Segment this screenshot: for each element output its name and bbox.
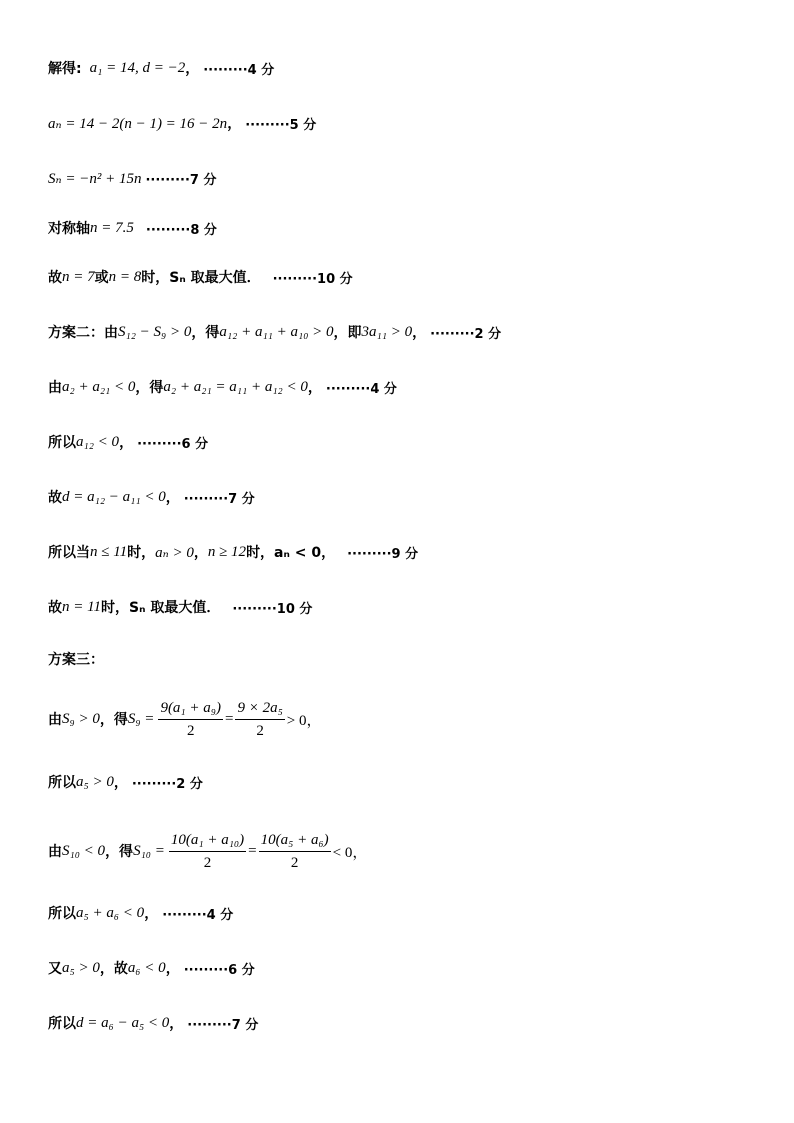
- line-mid: ，得: [99, 712, 128, 728]
- line-lead: 又: [48, 961, 62, 977]
- solution-line: [48, 428, 208, 456]
- line-tail: ，: [165, 961, 180, 977]
- math-expression: a₆ < 0: [127, 959, 166, 976]
- math-expression: n = 7.5: [90, 219, 134, 236]
- math-expression: n ≥ 12: [207, 543, 247, 560]
- line-tail: ，: [119, 435, 134, 451]
- line-tail: ，: [144, 906, 159, 922]
- math-expression: a₁ = 14, d = −2: [89, 59, 186, 76]
- score-points: ·········4 分: [203, 62, 275, 78]
- math-expression: a₁₂ + a₁₁ + a₁₀ > 0: [219, 323, 334, 340]
- section-heading: [48, 645, 104, 673]
- line-tail: 时，Sₙ 取最大值．: [141, 270, 261, 286]
- line-lead: 故: [48, 270, 62, 286]
- math-expression: n = 7: [62, 268, 95, 285]
- math-expression: S₁₀ =: [133, 842, 165, 859]
- fraction-denominator: 2: [290, 854, 299, 871]
- equals-sign: =: [248, 842, 257, 859]
- score-points: ·········2 分: [430, 326, 502, 342]
- solution-line: [48, 768, 203, 796]
- line-lead: 所以当: [48, 545, 90, 561]
- score-points: ·········6 分: [183, 962, 255, 978]
- line-lead: 由: [48, 712, 62, 728]
- line-tail: ，: [165, 490, 180, 506]
- line-lead: 所以: [48, 435, 76, 451]
- line-mid: ，得: [105, 844, 134, 860]
- line-tail: < 0，: [332, 844, 368, 861]
- line-mid: ，得: [135, 380, 164, 396]
- math-expression: d = a₁₂ − a₁₁ < 0: [62, 488, 166, 505]
- score-points: ·········10 分: [272, 271, 353, 287]
- math-expression: S₉ =: [127, 710, 155, 727]
- score-points: ·········4 分: [325, 381, 397, 397]
- math-expression: S₁₂ − S₉ > 0: [118, 323, 192, 340]
- math-expression: n ≤ 11: [90, 543, 128, 560]
- line-tail: > 0，: [286, 712, 322, 729]
- line-lead: 故: [48, 600, 62, 616]
- score-points: ·········9 分: [347, 546, 419, 562]
- fraction: [235, 699, 284, 740]
- fraction-line: [48, 694, 322, 744]
- line-tail: ，: [185, 61, 200, 77]
- score-points: ·········7 分: [145, 172, 217, 188]
- score-points: ·········10 分: [232, 601, 313, 617]
- line-tail: ，: [113, 775, 128, 791]
- math-expression: a₅ > 0: [62, 959, 100, 976]
- math-expression: n = 11: [62, 598, 102, 615]
- math-expression: a₂ + a₂₁ = a₁₁ + a₁₂ < 0: [163, 378, 308, 395]
- math-expression: aₙ > 0: [155, 544, 194, 561]
- line-lead: 故: [48, 490, 62, 506]
- solution-line: [48, 899, 233, 927]
- solution-line: [48, 164, 216, 192]
- fraction: [158, 699, 223, 740]
- fraction: [169, 831, 246, 872]
- fraction-denominator: 2: [203, 854, 212, 871]
- line-lead: 所以: [48, 775, 76, 791]
- solution-line: [48, 593, 312, 621]
- solution-line: [48, 1009, 258, 1037]
- math-expression: a₅ + a₆ < 0: [76, 904, 145, 921]
- line-lead: 解得:: [48, 61, 82, 77]
- fraction-line: [48, 826, 367, 876]
- line-mid: 时，: [127, 545, 156, 561]
- solution-line: [48, 538, 418, 566]
- score-points: ·········6 分: [137, 436, 209, 452]
- score-points: ·········2 分: [131, 776, 203, 792]
- line-lead: 由: [48, 844, 62, 860]
- solution-line: [48, 263, 353, 291]
- solution-line: [48, 214, 217, 242]
- math-expression: a₁₂ < 0: [76, 433, 120, 450]
- line-lead: 由: [48, 380, 62, 396]
- line-lead: 方案二：由: [48, 325, 118, 341]
- score-points: ·········7 分: [187, 1017, 259, 1033]
- line-tail: ，: [307, 380, 322, 396]
- line-mid: ，得: [191, 325, 220, 341]
- score-points: ·········8 分: [145, 222, 217, 238]
- math-expression: n = 8: [108, 268, 142, 285]
- line-lead: 所以: [48, 1016, 76, 1032]
- line-mid: ，: [193, 545, 208, 561]
- math-expression: Sₙ = −n² + 15n: [48, 170, 142, 187]
- line-lead: 对称轴: [48, 221, 90, 237]
- line-tail: ，: [227, 116, 242, 132]
- line-tail: ，: [169, 1016, 184, 1032]
- solution-line: [48, 483, 255, 511]
- score-points: ·········4 分: [162, 907, 234, 923]
- solution-line: [48, 54, 274, 82]
- line-mid: ，即: [333, 325, 362, 341]
- fraction-numerator: 10(a₅ + a₆): [259, 831, 331, 852]
- math-expression: S₉ > 0: [62, 710, 100, 727]
- math-expression: 3a₁₁ > 0: [361, 323, 413, 340]
- math-expression: d = a₆ − a₅ < 0: [76, 1014, 170, 1031]
- line-tail: 时，Sₙ 取最大值．: [101, 600, 221, 616]
- fraction-denominator: 2: [256, 722, 264, 739]
- solution-line: [48, 318, 501, 346]
- math-expression: a₂ + a₂₁ < 0: [62, 378, 136, 395]
- score-points: ·········7 分: [183, 491, 255, 507]
- line-mid: 或: [94, 270, 109, 286]
- fraction-denominator: 2: [186, 722, 195, 739]
- math-expression: S₁₀ < 0: [62, 842, 106, 859]
- line-tail: 时，aₙ < 0，: [246, 545, 336, 561]
- fraction-numerator: 9(a₁ + a₉): [158, 699, 223, 720]
- solution-line: [48, 954, 255, 982]
- fraction: [259, 831, 331, 872]
- score-points: ·········5 分: [245, 117, 317, 133]
- line-tail: ，: [412, 325, 427, 341]
- solution-line: [48, 109, 316, 137]
- solution-line: [48, 373, 397, 401]
- math-expression: a₅ > 0: [76, 773, 114, 790]
- math-expression: aₙ = 14 − 2(n − 1) = 16 − 2n: [48, 115, 228, 132]
- fraction-numerator: 9 × 2a₅: [235, 699, 284, 720]
- line-lead: 所以: [48, 906, 76, 922]
- fraction-numerator: 10(a₁ + a₁₀): [169, 831, 246, 852]
- line-lead: 方案三：: [48, 652, 104, 668]
- line-mid: ，故: [99, 961, 128, 977]
- equals-sign: =: [224, 710, 234, 727]
